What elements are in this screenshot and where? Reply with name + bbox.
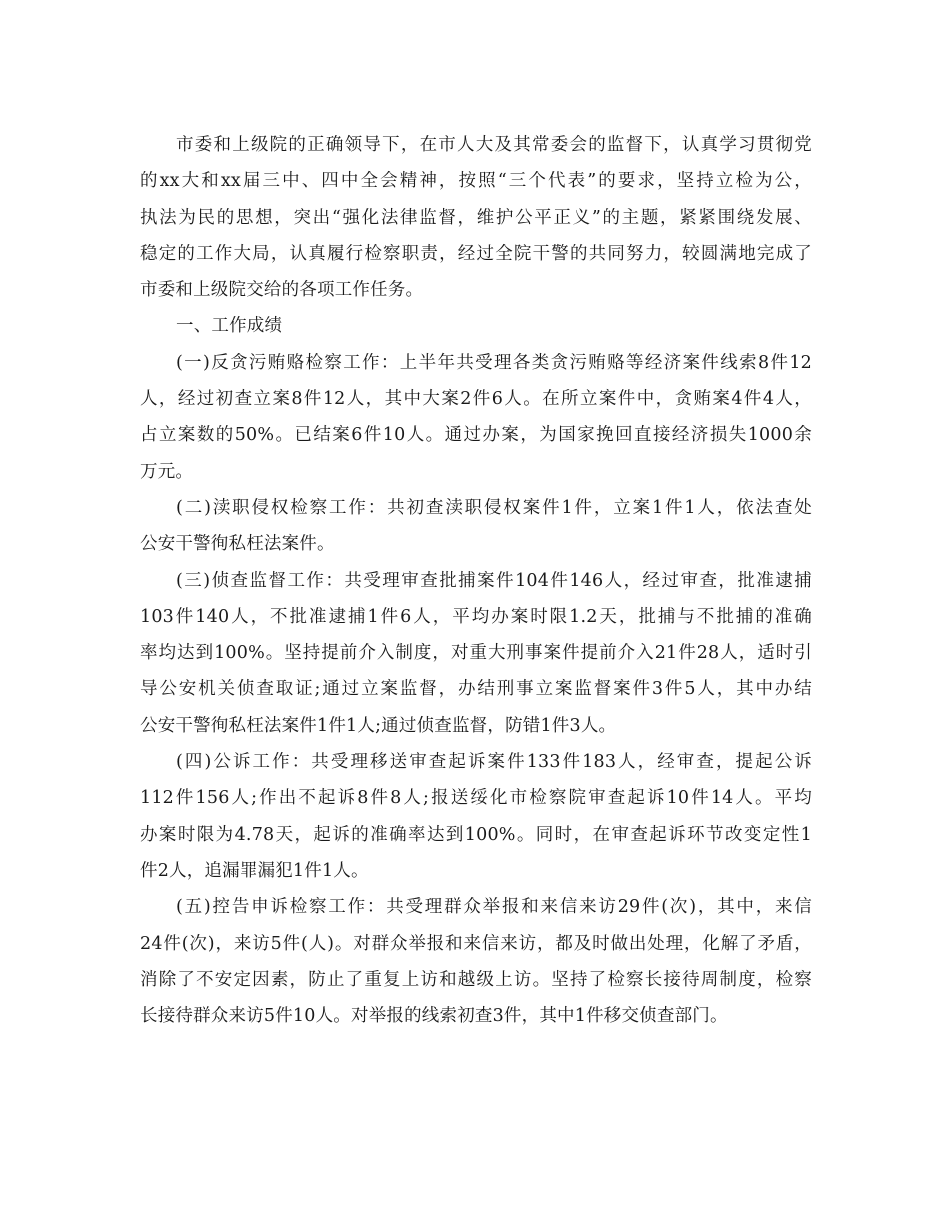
text-line: 长接待群众来访5件10人。对举报的线索初查3件，其中1件移交侦查部门。 bbox=[140, 1006, 728, 1027]
text-line: 消除了不安定因素，防止了重复上访和越级上访。坚持了检察长接待周制度，检察 bbox=[140, 969, 812, 990]
text-line: 办案时限为4.78天，起诉的准确率达到100%。同时，在审查起诉环节改变定性1 bbox=[140, 824, 812, 845]
text-line: 导公安机关侦查取证;通过立案监督，办结刑事立案监督案件3件5人，其中办结 bbox=[140, 679, 812, 700]
text-line: (五)控告申诉检察工作：共受理群众举报和来信来访29件(次)，其中，来信 bbox=[176, 897, 812, 918]
text-line: 一、工作成绩 bbox=[176, 316, 283, 337]
text-line: 公安干警徇私枉法案件1件1人;通过侦查监督，防错1件3人。 bbox=[140, 715, 617, 736]
text-line: (二)渎职侵权检察工作：共初查渎职侵权案件1件，立案1件1人，依法查处 bbox=[176, 497, 812, 518]
text-line: 103件140人，不批准逮捕1件6人，平均办案时限1.2天，批捕与不批捕的准确 bbox=[140, 606, 812, 627]
paragraph bbox=[140, 127, 812, 308]
text-line: 24件(次)，来访5件(人)。对群众举报和来信来访，都及时做出处理，化解了矛盾， bbox=[140, 933, 812, 954]
text-line: 稳定的工作大局，认真履行检察职责，经过全院干警的共同努力，较圆满地完成了 bbox=[140, 243, 812, 264]
paragraph bbox=[140, 889, 812, 1034]
text-line: (一)反贪污贿赂检察工作：上半年共受理各类贪污贿赂等经济案件线索8件12 bbox=[176, 352, 812, 373]
text-line: (四)公诉工作：共受理移送审查起诉案件133件183人，经审查，提起公诉 bbox=[176, 752, 812, 773]
text-line: 公安干警徇私枉法案件。 bbox=[140, 534, 335, 555]
paragraph bbox=[140, 308, 812, 344]
paragraph bbox=[140, 744, 812, 889]
paragraph bbox=[140, 345, 812, 490]
text-line: 执法为民的思想，突出“强化法律监督，维护公平正义”的主题，紧紧围绕发展、 bbox=[140, 207, 812, 228]
text-line: 市委和上级院交给的各项工作任务。 bbox=[140, 280, 424, 301]
text-line: 占立案数的50%。已结案6件10人。通过办案，为国家挽回直接经济损失1000余 bbox=[140, 425, 812, 446]
text-line: 人，经过初查立案8件12人，其中大案2件6人。在所立案件中，贪贿案4件4人， bbox=[140, 389, 812, 410]
text-line: 的xx大和xx届三中、四中全会精神，按照“三个代表”的要求，坚持立检为公， bbox=[140, 171, 812, 192]
text-line: 万元。 bbox=[140, 461, 194, 482]
text-line: (三)侦查监督工作：共受理审查批捕案件104件146人，经过审查，批准逮捕 bbox=[176, 570, 812, 591]
text-line: 市委和上级院的正确领导下，在市人大及其常委会的监督下，认真学习贯彻党 bbox=[176, 135, 812, 155]
text-line: 率均达到100%。坚持提前介入制度，对重大刑事案件提前介入21件28人，适时引 bbox=[140, 643, 812, 664]
paragraph bbox=[140, 563, 812, 744]
text-line: 112件156人;作出不起诉8件8人;报送绥化市检察院审查起诉10件14人。平均 bbox=[140, 788, 812, 809]
text-line: 件2人，追漏罪漏犯1件1人。 bbox=[140, 860, 369, 881]
document-body bbox=[140, 127, 812, 1034]
paragraph bbox=[140, 490, 812, 563]
